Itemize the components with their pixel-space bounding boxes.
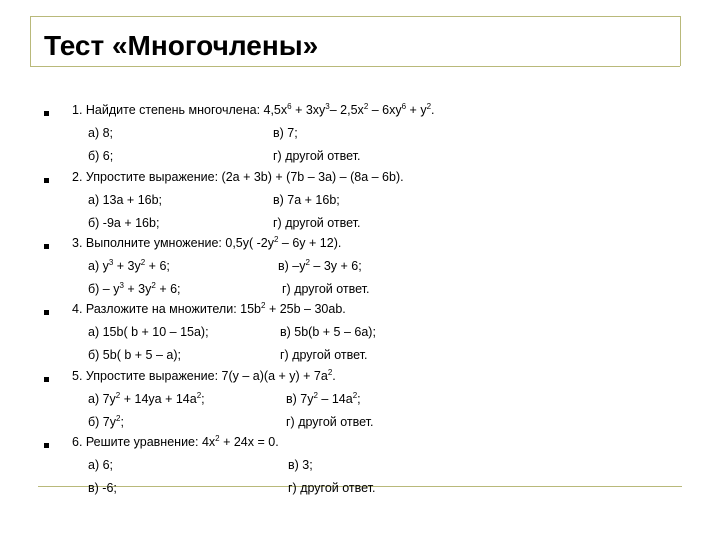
question-3-option-c: в) $-y^2 - 3y + 6$; bbox=[278, 258, 362, 273]
question-4-option-d: г) другой ответ. bbox=[280, 348, 368, 362]
question-3-option-d: г) другой ответ. bbox=[282, 282, 370, 296]
bullet-icon bbox=[44, 244, 49, 249]
question-3-text: 3. Выполните умножение: 0,5y( $-2y^2 - 6y + 12$). bbox=[72, 235, 342, 250]
title-frame-top-line bbox=[30, 16, 680, 17]
title-frame-right-line bbox=[680, 16, 681, 66]
question-6-text: 6. Решите уравнение: $4x^2 + 24x = 0$. bbox=[72, 434, 279, 449]
question-2-option-c: в) 7a + 16b; bbox=[273, 193, 340, 207]
question-1-option-b: б) 6; bbox=[88, 149, 114, 163]
question-4-text: 4. Разложите на множители: $15b^2 + 25b - 30ab$. bbox=[72, 301, 346, 316]
question-4-option-b: б) 5b( b + 5 – a); bbox=[88, 348, 181, 362]
question-5-option-b: б) $7y^2$; bbox=[88, 414, 124, 429]
question-5-option-c: в) $7y^2 - 14a^2$; bbox=[286, 391, 361, 406]
question-1-option-d: г) другой ответ. bbox=[273, 149, 361, 163]
question-5-option-d: г) другой ответ. bbox=[286, 415, 374, 429]
question-2-text: 2. Упростите выражение: (2a + 3b) + (7b – 3a) – (8a – 6b). bbox=[72, 170, 404, 184]
question-6-option-c: в) 3; bbox=[288, 458, 313, 472]
title-frame-left-line bbox=[30, 16, 31, 66]
bullet-icon bbox=[44, 310, 49, 315]
question-1-option-a: а) 8; bbox=[88, 126, 114, 140]
question-5-text: 5. Упростите выражение: $7(y - a)(a + y) + 7a^2$. bbox=[72, 368, 336, 383]
question-1-option-c: в) 7; bbox=[273, 126, 298, 140]
question-3-option-a: а) $y^3 + 3y^2 + 6$; bbox=[88, 258, 170, 273]
question-4-option-a: а) 15b( b + 10 – 15a); bbox=[88, 325, 209, 339]
question-2-option-b: б) -9a + 16b; bbox=[88, 216, 160, 230]
bullet-icon bbox=[44, 111, 49, 116]
question-3-option-b: $б) - y^3 + 3y^2 + 6$; bbox=[88, 281, 181, 296]
page-title: Тест «Многочлены» bbox=[44, 30, 319, 61]
question-6-option-d: г) другой ответ. bbox=[288, 481, 376, 495]
bullet-icon bbox=[44, 443, 49, 448]
bullet-icon bbox=[44, 377, 49, 382]
question-1-text: 1. Найдите степень многочлена: $4,5x^6 + 3xy^3-$ $2,5x^2 - 6xy^6 + y^2$. bbox=[72, 102, 435, 117]
bullet-icon bbox=[44, 178, 49, 183]
question-4-option-c: в) 5b(b + 5 – 6a); bbox=[280, 325, 376, 339]
question-2-option-d: г) другой ответ. bbox=[273, 216, 361, 230]
question-6-option-b: в) -6; bbox=[88, 481, 117, 495]
question-2-option-a: а) 13a + 16b; bbox=[88, 193, 163, 207]
title-frame-bottom-line bbox=[30, 66, 680, 67]
question-6-option-a: а) 6; bbox=[88, 458, 114, 472]
question-5-option-a: а) $7y^2 + 14ya + 14a^2$; bbox=[88, 391, 205, 406]
